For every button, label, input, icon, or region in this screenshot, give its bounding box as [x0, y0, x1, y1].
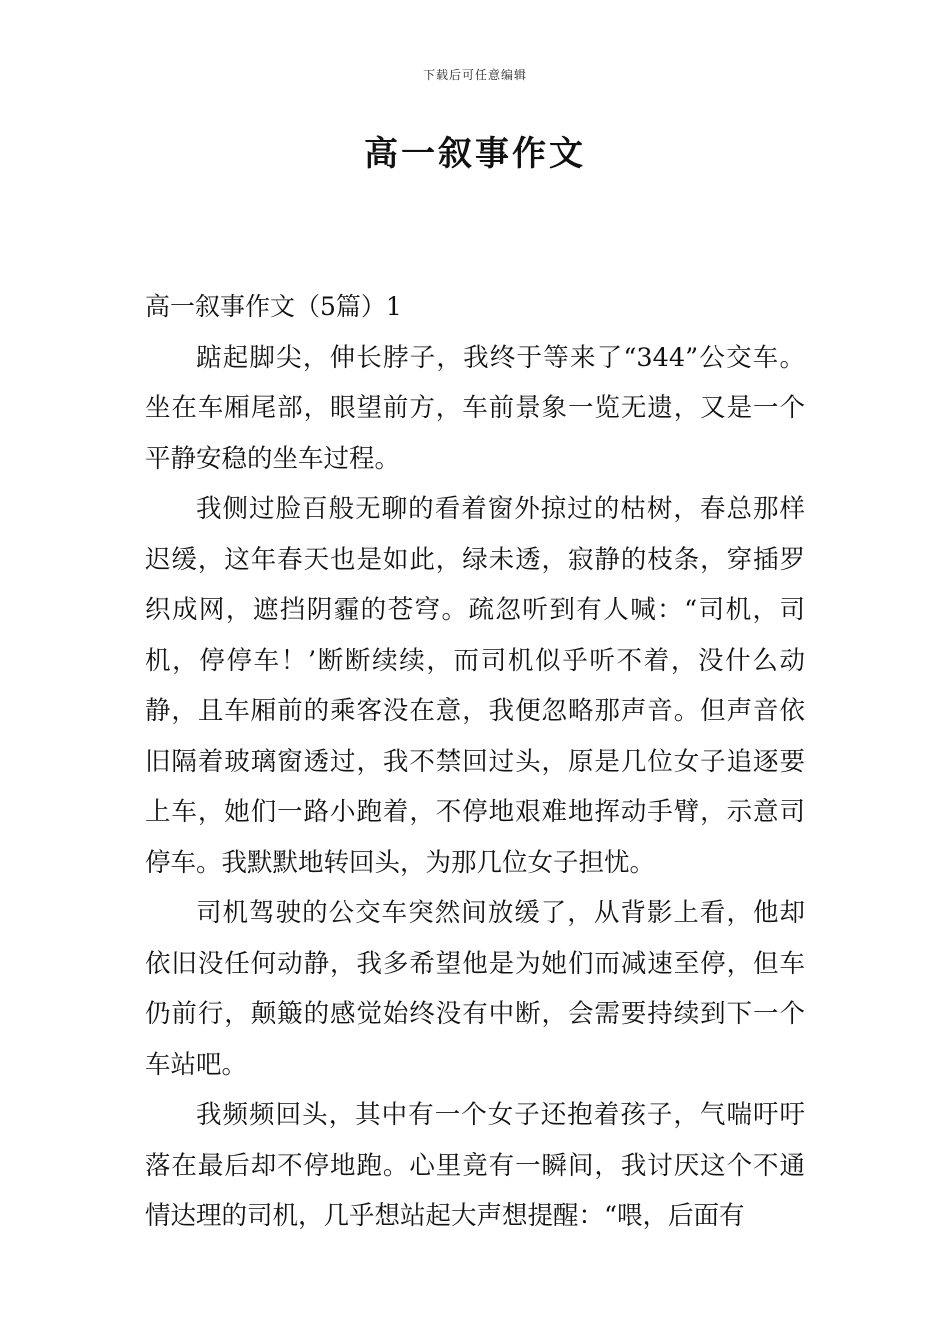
document-subtitle: 高一叙事作文（5篇）1 — [145, 292, 402, 321]
document-title: 高一叙事作文 — [364, 134, 586, 174]
document-body — [145, 282, 805, 1242]
header-note: 下载后可任意编辑 — [422, 68, 527, 82]
paragraph-3: 司机驾驶的公交车突然间放缓了，从背影上看，他却依旧没任何动静，我多希望他是为她们而减速至停，但车仍前行，颠簸的感觉始终没有中断，会需要持续到下一个车站吧。 — [145, 898, 805, 1080]
paragraph-2: 我侧过脸百般无聊的看着窗外掠过的枯树，春总那样迟缓，这年春天也是如此，绿未透，寂静的枝条，穿插罗织成网，遮挡阴霾的苍穹。疏忽听到有人喊：“司机，司机，停停车！’断断续续，而司机似乎听不着，没什么动静，且车厢前的乘客没在意，我便忽略那声音。但声音依旧隔着玻璃窗透过，我不禁回过头，原是几位女子追逐要上车，她们一路小跑着，不停地艰难地挥动手臂，示意司停车。我默默地转回头，为那几位女子担忧。 — [145, 494, 805, 878]
paragraph-4: 我频频回头，其中有一个女子还抱着孩子，气喘吁吁落在最后却不停地跑。心里竟有一瞬间，我讨厌这个不通情达理的司机，几乎想站起大声想提醒：“喂，后面有 — [145, 1100, 805, 1231]
paragraph-1: 踮起脚尖，伸长脖子，我终于等来了“344”公交车。坐在车厢尾部，眼望前方，车前景象一览无遗，又是一个平静安稳的坐车过程。 — [145, 342, 805, 474]
